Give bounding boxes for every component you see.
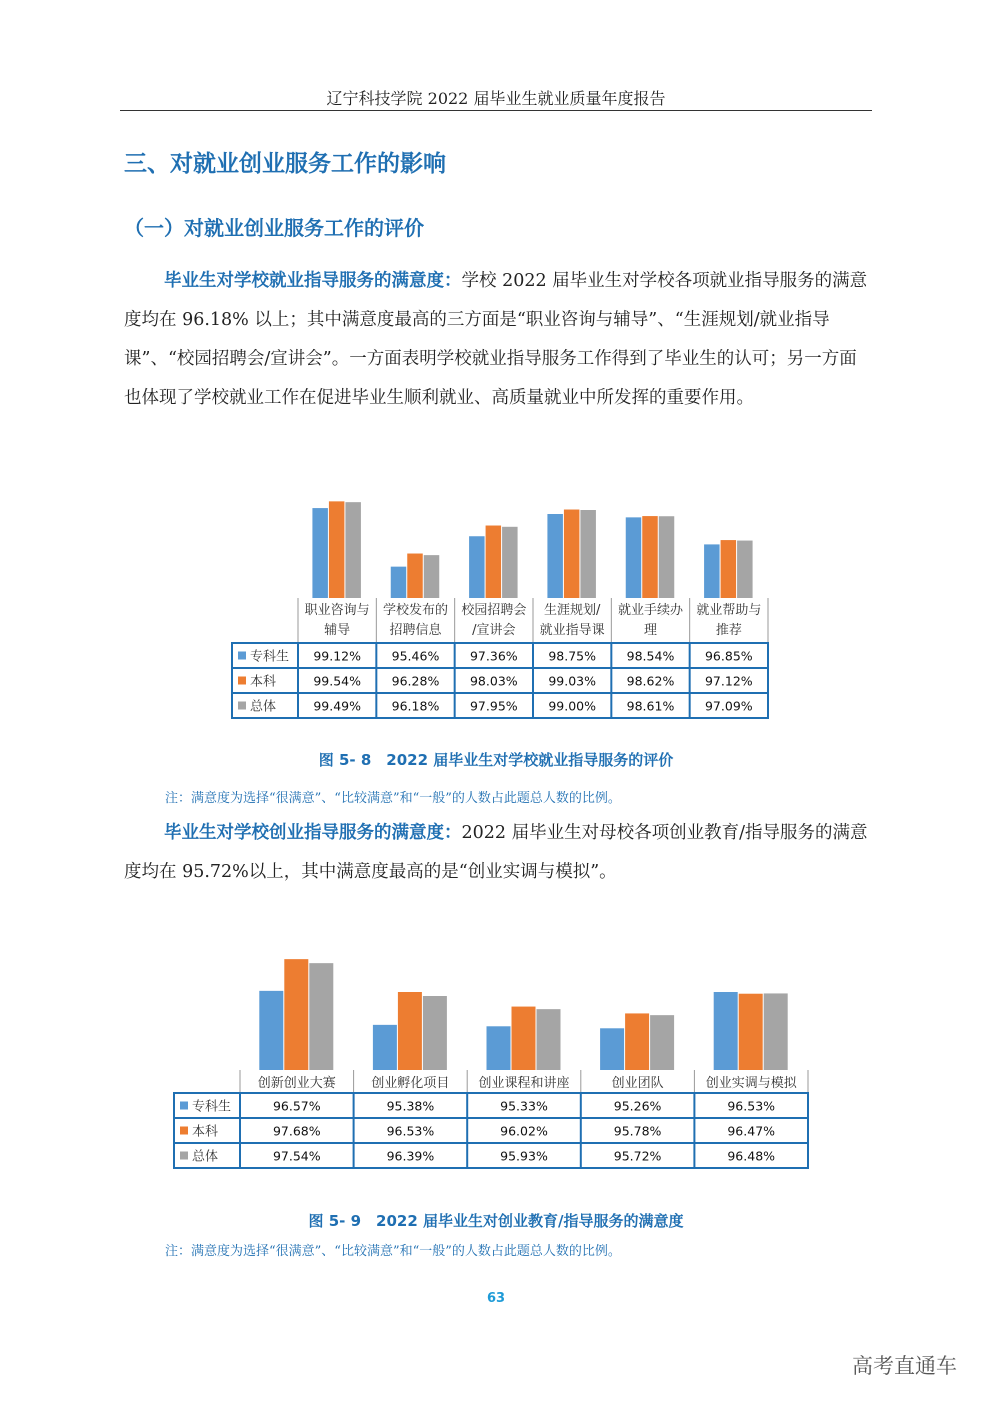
data-label: 97.68% xyxy=(272,1123,321,1139)
bar-本科-1 xyxy=(398,992,422,1070)
category-label: 创业课程和讲座 xyxy=(478,1076,570,1091)
bar-专科生-2 xyxy=(469,536,485,598)
data-label: 98.61% xyxy=(626,698,675,714)
bar-专科生-0 xyxy=(312,508,328,598)
category-label: /宣讲会 xyxy=(472,623,516,638)
bar-总体-2 xyxy=(537,1009,561,1070)
legend-swatch xyxy=(238,677,246,685)
paragraph-body: 2022 届毕业生对母校各项创业教育/指导服务的满意度均在 95.72%以上，其中满意度最高的是“创业实调与模拟”。 xyxy=(124,823,868,882)
data-label: 97.54% xyxy=(272,1148,321,1164)
data-label: 96.53% xyxy=(386,1123,435,1139)
bar-专科生-4 xyxy=(626,517,642,598)
bar-本科-4 xyxy=(739,994,763,1070)
category-label: 学校发布的 xyxy=(382,603,449,618)
bar-专科生-4 xyxy=(714,992,738,1070)
data-label: 98.54% xyxy=(626,648,675,664)
legend-swatch xyxy=(238,652,246,660)
legend-label: 总体 xyxy=(250,699,277,715)
category-label: 生涯规划/ xyxy=(543,603,601,618)
bar-专科生-3 xyxy=(600,1028,624,1070)
bar-本科-5 xyxy=(721,540,737,598)
category-label: 创新创业大赛 xyxy=(257,1076,336,1091)
data-label: 96.48% xyxy=(727,1148,776,1164)
data-label: 99.12% xyxy=(313,648,362,664)
subsection-title: （一）对就业创业服务工作的评价 xyxy=(124,216,424,240)
data-label: 98.03% xyxy=(469,673,518,689)
data-label: 97.36% xyxy=(469,648,518,664)
bar-专科生-2 xyxy=(487,1026,511,1070)
category-label: 校园招聘会 xyxy=(461,603,527,618)
category-label: 招聘信息 xyxy=(389,623,442,638)
figure-caption: 图 5- 8 2022 届毕业生对学校就业指导服务的评价 xyxy=(318,751,674,769)
data-label: 95.26% xyxy=(613,1098,662,1114)
legend-swatch xyxy=(180,1102,188,1110)
paragraph-employment-guidance xyxy=(124,262,870,418)
data-label: 98.75% xyxy=(548,648,597,664)
legend-swatch xyxy=(238,702,246,710)
bar-本科-3 xyxy=(564,510,580,598)
page-header-title: 辽宁科技学院 2022 届毕业生就业质量年度报告 xyxy=(326,89,666,108)
bar-总体-4 xyxy=(659,516,675,598)
bar-本科-0 xyxy=(329,501,345,598)
chart-entrepreneurship-guidance xyxy=(0,935,992,1175)
category-label: 就业帮助与 xyxy=(696,603,762,618)
data-label: 96.02% xyxy=(500,1123,548,1139)
watermark-text: 高考直通车 xyxy=(852,1354,957,1378)
bar-总体-1 xyxy=(423,996,447,1070)
category-label: 创业孵化项目 xyxy=(371,1076,450,1091)
paragraph-lead: 毕业生对学校创业指导服务的满意度： xyxy=(164,823,462,843)
bar-总体-3 xyxy=(580,510,596,598)
bar-专科生-1 xyxy=(391,567,407,598)
category-label: 就业手续办 xyxy=(617,603,684,618)
figure-caption: 图 5- 9 2022 届毕业生对创业教育/指导服务的满意度 xyxy=(308,1212,684,1230)
data-label: 96.53% xyxy=(727,1098,776,1114)
legend-label: 本科 xyxy=(192,1124,219,1140)
data-label: 96.85% xyxy=(704,648,753,664)
data-label: 95.46% xyxy=(391,648,440,664)
bar-总体-4 xyxy=(764,993,788,1070)
bar-总体-3 xyxy=(650,1015,674,1070)
data-label: 96.57% xyxy=(272,1098,321,1114)
bar-专科生-1 xyxy=(373,1025,397,1070)
data-table-border xyxy=(174,1093,808,1168)
bar-本科-2 xyxy=(486,526,502,598)
data-label: 96.39% xyxy=(386,1148,435,1164)
data-label: 95.78% xyxy=(613,1123,662,1139)
data-label: 97.95% xyxy=(469,698,518,714)
category-label: 推荐 xyxy=(715,623,742,638)
bar-总体-1 xyxy=(424,555,440,598)
data-label: 99.03% xyxy=(548,673,597,689)
data-label: 97.12% xyxy=(704,673,753,689)
category-label: 就业指导课 xyxy=(539,623,605,638)
bar-本科-3 xyxy=(625,1013,649,1070)
data-label: 96.18% xyxy=(391,698,440,714)
legend-swatch xyxy=(180,1127,188,1135)
paragraph-entrepreneurship-guidance xyxy=(124,814,870,892)
bar-总体-0 xyxy=(309,963,333,1070)
legend-label: 本科 xyxy=(250,674,277,690)
category-label: 职业咨询与 xyxy=(304,603,370,618)
paragraph-lead: 毕业生对学校就业指导服务的满意度： xyxy=(164,271,462,291)
bar-本科-2 xyxy=(512,1007,536,1070)
data-label: 95.72% xyxy=(613,1148,662,1164)
figure-note: 注：满意度为选择“很满意”、“比较满意”和“一般”的人数占此题总人数的比例。 xyxy=(165,791,621,806)
legend-swatch xyxy=(180,1152,188,1160)
data-label: 98.62% xyxy=(626,673,675,689)
legend-label: 总体 xyxy=(192,1149,219,1165)
data-label: 99.49% xyxy=(313,698,362,714)
category-label: 创业实调与模拟 xyxy=(705,1076,797,1091)
legend-label: 专科生 xyxy=(192,1099,232,1115)
category-label: 理 xyxy=(643,623,658,638)
legend-label: 专科生 xyxy=(250,649,290,665)
bar-总体-5 xyxy=(737,541,753,598)
bar-总体-0 xyxy=(345,502,361,598)
bar-总体-2 xyxy=(502,527,518,598)
data-label: 97.09% xyxy=(704,698,753,714)
data-label: 95.33% xyxy=(500,1098,548,1114)
category-label: 辅导 xyxy=(324,623,351,638)
header-divider xyxy=(120,110,872,111)
category-label: 创业团队 xyxy=(611,1076,664,1091)
bar-专科生-5 xyxy=(704,544,720,598)
bar-本科-0 xyxy=(284,959,308,1070)
data-label: 96.47% xyxy=(727,1123,776,1139)
bar-专科生-3 xyxy=(547,514,563,598)
bar-专科生-0 xyxy=(259,991,283,1070)
bar-本科-1 xyxy=(407,554,423,598)
data-label: 99.00% xyxy=(548,698,597,714)
data-label: 99.54% xyxy=(313,673,362,689)
page-number: 63 xyxy=(486,1291,506,1306)
figure-note: 注：满意度为选择“很满意”、“比较满意”和“一般”的人数占此题总人数的比例。 xyxy=(165,1244,621,1259)
paragraph-body: 学校 2022 届毕业生对学校各项就业指导服务的满意度均在 96.18% 以上；其中满意度最高的三方面是“职业咨询与辅导”、“生涯规划/就业指导课”、“校园招聘会/宣讲会”。一方面表明学校就业指导服务工作得到了毕业生的认可；另一方面也体现了学校就业工作在促进毕业生顺利就业、高质量就业中所发挥的重要作用。 xyxy=(124,271,868,408)
data-label: 95.93% xyxy=(500,1148,548,1164)
section-title: 三、对就业创业服务工作的影响 xyxy=(124,151,446,177)
chart-employment-guidance xyxy=(0,490,992,730)
data-label: 95.38% xyxy=(386,1098,435,1114)
bar-本科-4 xyxy=(642,516,658,598)
data-label: 96.28% xyxy=(391,673,440,689)
